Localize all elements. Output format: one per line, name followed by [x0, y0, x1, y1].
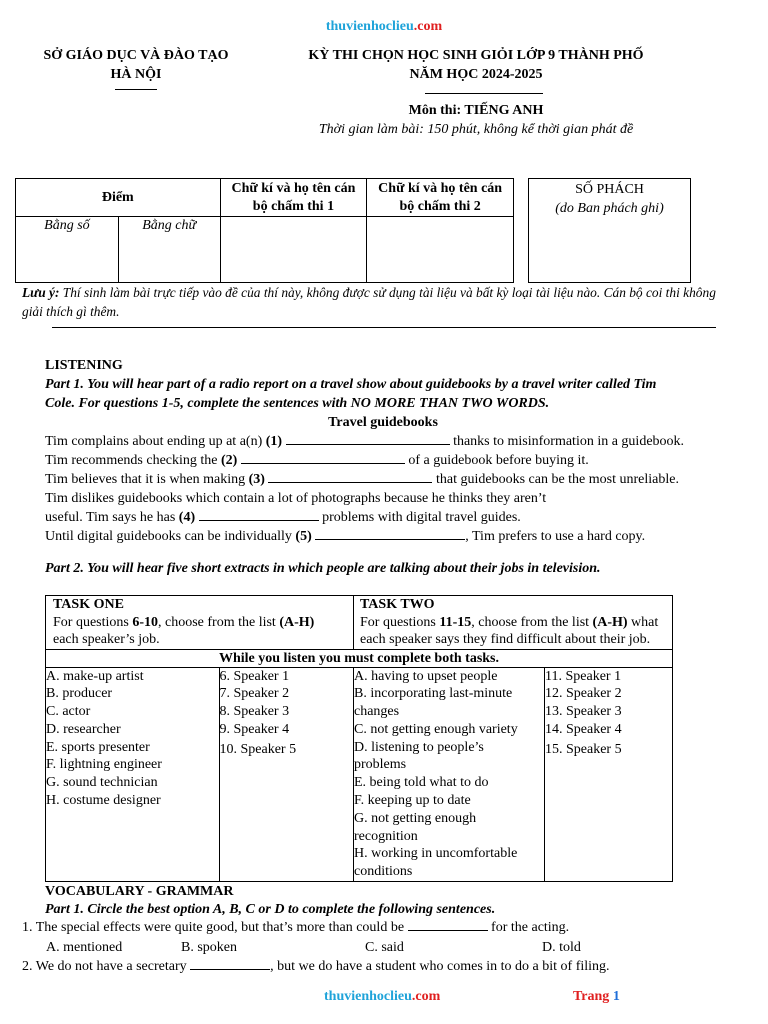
vocab-heading: VOCABULARY - GRAMMAR	[45, 884, 234, 899]
q4-text-after: problems with digital travel guides.	[318, 510, 521, 525]
question-2	[45, 451, 745, 470]
task-two-text-c: what	[627, 614, 659, 630]
job-option: C. actor	[46, 704, 91, 720]
difficulty-option: D. listening to people’s	[354, 739, 484, 755]
score-words-label: Bằng chữ	[142, 218, 197, 233]
department-name: SỞ GIÁO DỤC VÀ ĐÀO TẠO	[43, 48, 229, 63]
task-two-range: 11-15	[439, 614, 472, 630]
difficulty-option: B. incorporating last-minute	[354, 686, 513, 702]
q4-text-before: useful. Tim says he has	[45, 510, 179, 525]
examiner2-header-line2: bộ chấm thi 2	[399, 199, 481, 214]
score-header: Điểm	[16, 179, 221, 217]
difficulty-option: G. not getting enough	[354, 810, 477, 826]
examiner1-signature-cell[interactable]	[220, 217, 367, 283]
task-two-list: (A-H)	[592, 614, 628, 630]
score-words-cell[interactable]	[118, 217, 220, 283]
page-number	[573, 989, 620, 1005]
speaker-answer[interactable]: 9. Speaker 4	[219, 721, 290, 737]
examiner2-header	[367, 179, 514, 217]
q2-text-before: Tim recommends checking the	[45, 453, 222, 468]
difficulties-list	[354, 667, 545, 882]
site-footer-label	[324, 989, 440, 1005]
exam-title: KỲ THI CHỌN HỌC SINH GIỎI LỚP 9 THÀNH PHỐ	[308, 48, 644, 63]
difficulty-option: A. having to upset people	[354, 668, 498, 684]
vq1-text-after: for the acting.	[487, 920, 570, 935]
vocab-question-2	[22, 957, 610, 976]
task-two-title: TASK TWO	[360, 597, 435, 612]
q3-text-after: that guidebooks can be the most unreliable.	[432, 472, 679, 487]
speaker-answer[interactable]: 8. Speaker 3	[219, 704, 290, 720]
task-one-text-b: , choose from the list	[158, 614, 280, 630]
question-5	[45, 527, 745, 546]
vq2-answer-blank[interactable]	[190, 957, 270, 970]
serial-number-title: SỐ PHÁCH	[575, 182, 644, 197]
q2-answer-blank[interactable]	[241, 451, 405, 464]
difficulty-option: E. being told what to do	[354, 775, 489, 791]
task-one-instruction-line2: each speaker’s job.	[53, 632, 160, 647]
task-one-range: 6-10	[132, 614, 159, 630]
school-year: NĂM HỌC 2024-2025	[409, 67, 543, 82]
vocab-q1-option-a[interactable]: A. mentioned	[46, 940, 123, 955]
speaker-answer[interactable]: 15. Speaker 5	[545, 741, 622, 757]
site-domain: .com	[413, 19, 443, 34]
q1-text-after: thanks to misinformation in a guidebook.	[449, 434, 685, 449]
note-divider	[52, 327, 716, 328]
page-number-value: 1	[612, 989, 620, 1004]
examiner1-header-line1: Chữ kí và họ tên cán	[231, 181, 356, 196]
department-block	[20, 46, 252, 84]
question-3	[45, 470, 745, 489]
examiner2-header-line1: Chữ kí và họ tên cán	[378, 181, 503, 196]
site-header-label	[0, 19, 768, 35]
candidate-note	[22, 283, 752, 321]
job-option: H. costume designer	[46, 793, 161, 809]
both-tasks-note: While you listen you must complete both tasks.	[46, 649, 673, 667]
score-number-cell[interactable]	[16, 217, 119, 283]
q5-text-before: Until digital guidebooks can be individually	[45, 529, 296, 544]
score-table	[15, 178, 514, 283]
job-option: D. researcher	[46, 721, 121, 737]
job-option: B. producer	[46, 686, 113, 702]
serial-number-note: (do Ban phách ghi)	[555, 201, 664, 216]
exam-title-block	[300, 46, 652, 84]
q5-text-after: , Tim prefers to use a hard copy.	[465, 529, 646, 544]
q2-number: (2)	[221, 453, 238, 468]
score-number-label: Bằng số	[44, 218, 90, 233]
q3-text-before: Tim believes that it is when making	[45, 472, 249, 487]
vq2-text-before: 2. We do not have a secretary	[22, 959, 191, 974]
difficulty-option: recognition	[354, 828, 418, 844]
note-label: Lưu ý:	[22, 285, 60, 300]
listening-part1-instruction-line1: Part 1. You will hear part of a radio report on a travel show about guidebooks by a travel writer called Tim	[45, 377, 657, 392]
q1-answer-blank[interactable]	[286, 432, 450, 445]
task-one-title: TASK ONE	[53, 597, 124, 612]
task-two-instruction-line2: each speaker says they find difficult about their job.	[360, 632, 651, 647]
task-one-list: (A-H)	[279, 614, 315, 630]
task-two-speakers	[545, 667, 673, 882]
listening-part1-instruction-line2: Cole. For questions 1-5, complete the sentences with NO MORE THAN TWO WORDS.	[45, 396, 550, 411]
task-two-cell	[354, 596, 673, 650]
department-city: HÀ NỘI	[110, 67, 162, 82]
task-two-text-b: , choose from the list	[471, 614, 593, 630]
department-underline	[115, 89, 157, 90]
vq1-text-before: 1. The special effects were quite good, but that’s more than could be	[22, 920, 408, 935]
q3-answer-blank[interactable]	[268, 470, 432, 483]
exam-underline	[425, 93, 543, 94]
speaker-answer[interactable]: 13. Speaker 3	[545, 704, 622, 720]
difficulty-option: C. not getting enough variety	[354, 721, 518, 737]
task-one-instruction	[53, 614, 353, 632]
examiner2-signature-cell[interactable]	[367, 217, 514, 283]
site-name: thuvienhoclieu	[325, 19, 414, 34]
task-two-instruction	[360, 614, 672, 632]
speaker-answer[interactable]: 11. Speaker 1	[545, 668, 622, 684]
serial-number-cell[interactable]	[529, 179, 691, 283]
footer-site-name: thuvienhoclieu	[324, 989, 412, 1004]
speaker-answer[interactable]: 6. Speaker 1	[219, 668, 290, 684]
vocab-question-1	[22, 918, 569, 937]
difficulty-option: H. working in uncomfortable	[354, 846, 518, 862]
job-option: A. make-up artist	[46, 668, 144, 684]
vq1-answer-blank[interactable]	[408, 918, 488, 931]
page-label: Trang	[573, 989, 613, 1004]
difficulty-option: conditions	[354, 864, 413, 880]
vocab-q1-option-c[interactable]: C. said	[365, 940, 404, 955]
difficulty-option: problems	[354, 757, 407, 773]
serial-number-box	[528, 178, 691, 283]
speaker-answer[interactable]: 14. Speaker 4	[545, 721, 622, 737]
footer-site-domain: .com	[411, 989, 441, 1004]
q1-text-before: Tim complains about ending up at a(n)	[45, 434, 266, 449]
question-4	[45, 508, 745, 527]
task-one-speakers	[219, 667, 354, 882]
note-text-line2: giải thích gì thêm.	[22, 304, 120, 319]
listening-heading: LISTENING	[45, 358, 123, 373]
listening-part2-instruction: Part 2. You will hear five short extracts in which people are talking about their jobs in television.	[45, 561, 601, 576]
exam-time: Thời gian làm bài: 150 phút, không kể thời gian phát đề	[318, 122, 634, 137]
q5-answer-blank[interactable]	[315, 527, 465, 540]
tasks-table	[45, 595, 673, 882]
q4-answer-blank[interactable]	[199, 508, 319, 521]
task-two-text-a: For questions	[360, 614, 440, 630]
speaker-answer[interactable]: 12. Speaker 2	[545, 686, 622, 702]
vq2-text-after: , but we do have a student who comes in to do a bit of filing.	[270, 959, 610, 974]
difficulty-option: F. keeping up to date	[354, 793, 471, 809]
examiner1-header	[220, 179, 367, 217]
task-one-text-a: For questions	[53, 614, 133, 630]
q3-number: (3)	[248, 472, 265, 487]
job-option: E. sports presenter	[46, 739, 150, 755]
q1-number: (1)	[265, 434, 283, 449]
examiner1-header-line2: bộ chấm thi 1	[252, 199, 335, 214]
job-option: G. sound technician	[46, 775, 158, 791]
listening-section	[45, 356, 745, 546]
question-1	[45, 432, 745, 451]
task-one-cell	[46, 596, 354, 650]
speaker-answer[interactable]: 7. Speaker 2	[219, 686, 290, 702]
q4-number: (4)	[178, 510, 196, 525]
listening-part1-title: Travel guidebooks	[328, 415, 438, 430]
q2-text-after: of a guidebook before buying it.	[404, 453, 589, 468]
note-text-line1: Thí sinh làm bài trực tiếp vào đề của thí này, không được sử dụng tài liệu và bất kỳ loại tài liệu nào. Cán bộ coi thi không	[59, 285, 716, 300]
jobs-list	[46, 667, 220, 882]
vocab-q1-option-b[interactable]: B. spoken	[181, 940, 237, 955]
difficulty-option: changes	[354, 704, 400, 720]
job-option: F. lightning engineer	[46, 757, 162, 773]
question-4-context: Tim dislikes guidebooks which contain a lot of photographs because he thinks they aren’t	[45, 491, 547, 506]
speaker-answer[interactable]: 10. Speaker 5	[219, 741, 297, 757]
vocab-part1-instruction: Part 1. Circle the best option A, B, C or D to complete the following sentences.	[45, 902, 496, 917]
vocab-q1-option-d[interactable]: D. told	[542, 940, 581, 955]
exam-subject: Môn thi: TIẾNG ANH	[408, 103, 544, 118]
q5-number: (5)	[295, 529, 312, 544]
